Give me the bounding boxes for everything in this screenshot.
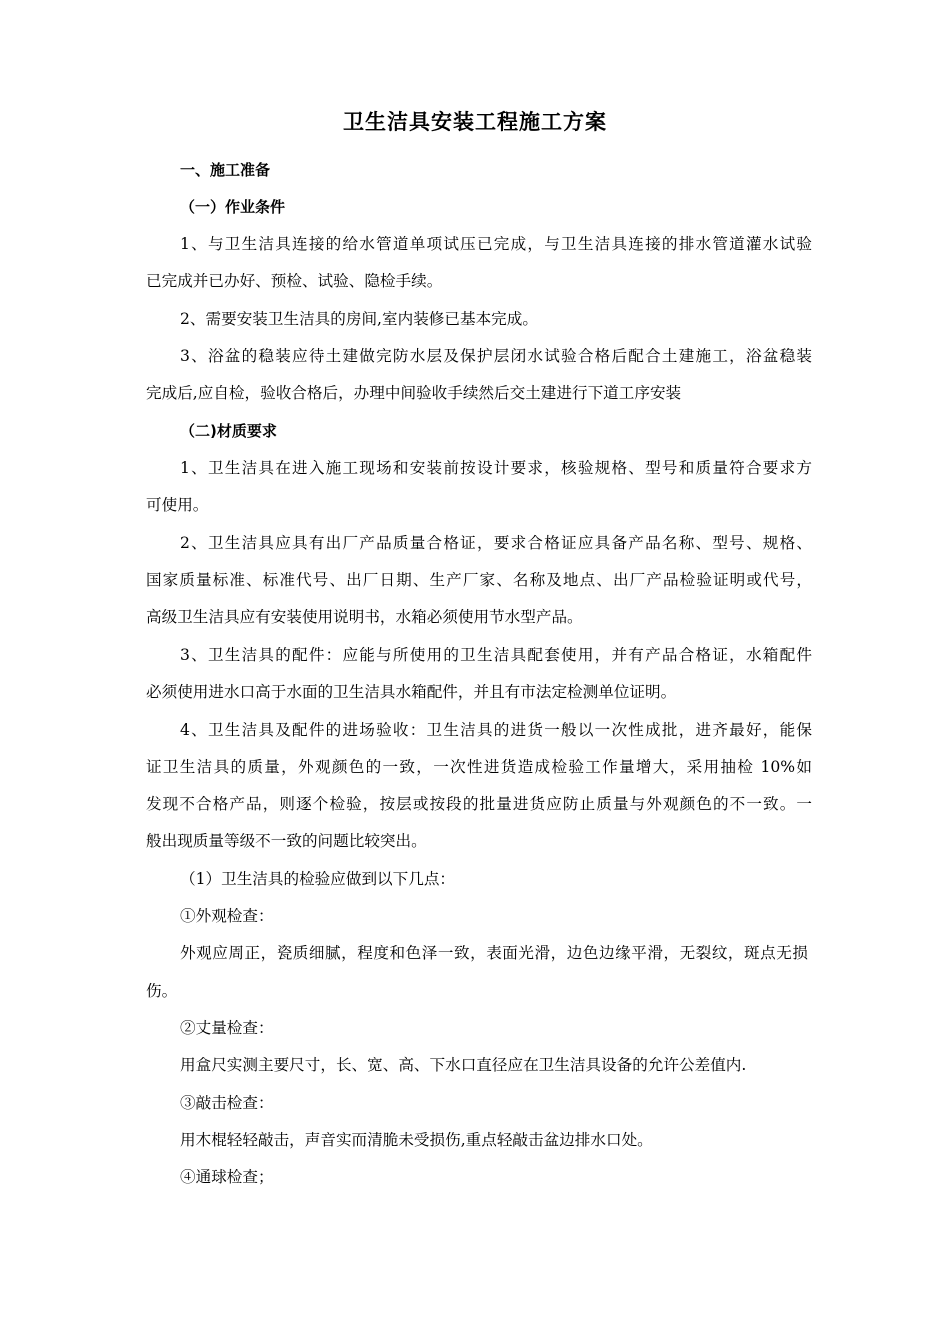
paragraph-line: 2、需要安装卫生洁具的房间,室内装修已基本完成。 xyxy=(180,310,538,328)
paragraph-line: 用木棍轻轻敲击，声音实而清脆未受损伤,重点轻敲击盆边排水口处。 xyxy=(180,1131,653,1149)
check-item-heading: ③敲击检查： xyxy=(180,1094,274,1112)
check-item-heading: ④通球检查； xyxy=(180,1168,274,1186)
paragraph-line: 3、浴盆的稳装应待土建做完防水层及保护层闭水试验合格后配合土建施工，浴盆稳装 xyxy=(180,347,812,365)
paragraph-line: 1、卫生洁具在进入施工现场和安装前按设计要求，核验规格、型号和质量符合要求方 xyxy=(180,459,812,477)
paragraph-line: 高级卫生洁具应有安装使用说明书，水箱必须使用节水型产品。 xyxy=(146,608,583,626)
paragraph-line: 伤。 xyxy=(146,982,178,1000)
paragraph-line: 发现不合格产品，则逐个检验，按层或按段的批量进货应防止质量与外观颜色的不一致。一 xyxy=(146,795,812,813)
paragraph-line: （1）卫生洁具的检验应做到以下几点： xyxy=(180,870,456,888)
paragraph-line: 完成后,应自检，验收合格后，办理中间验收手续然后交土建进行下道工序安装 xyxy=(146,384,682,402)
paragraph-line: 已完成并已办好、预检、试验、隐检手续。 xyxy=(146,272,443,290)
page-title: 卫生洁具安装工程施工方案 xyxy=(343,110,607,134)
paragraph-line: 必须使用进水口高于水面的卫生洁具水箱配件，并且有市法定检测单位证明。 xyxy=(146,683,677,701)
section-heading-preparation: 一、施工准备 xyxy=(180,161,271,179)
paragraph-line: 1、与卫生洁具连接的给水管道单项试压已完成，与卫生洁具连接的排水管道灌水试验 xyxy=(180,235,812,253)
paragraph-line: 3、卫生洁具的配件：应能与所使用的卫生洁具配套使用，并有产品合格证，水箱配件 xyxy=(180,646,812,664)
paragraph-line: 证卫生洁具的质量，外观颜色的一致，一次性进货造成检验工作量增大，采用抽检 10%如 xyxy=(146,758,812,776)
paragraph-line: 般出现质量等级不一致的问题比较突出。 xyxy=(146,832,427,850)
subsection-heading-materials: （二)材质要求 xyxy=(180,422,277,440)
paragraph-line: 可使用。 xyxy=(146,496,209,514)
paragraph-line: 国家质量标准、标准代号、出厂日期、生产厂家、名称及地点、出厂产品检验证明或代号， xyxy=(146,571,812,589)
check-item-heading: ①外观检查： xyxy=(180,907,274,925)
paragraph-line: 2、卫生洁具应具有出厂产品质量合格证，要求合格证应具备产品名称、型号、规格、 xyxy=(180,534,812,552)
check-item-heading: ②丈量检查： xyxy=(180,1019,274,1037)
paragraph-line: 用盒尺实测主要尺寸，长、宽、高、下水口直径应在卫生洁具设备的允许公差值内. xyxy=(180,1056,747,1074)
paragraph-line: 4、卫生洁具及配件的进场验收：卫生洁具的进货一般以一次性成批，进齐最好，能保 xyxy=(180,721,812,739)
subsection-heading-conditions: （一）作业条件 xyxy=(180,198,286,216)
paragraph-line: 外观应周正，瓷质细腻，程度和色泽一致，表面光滑，边色边缘平滑，无裂纹，斑点无损 xyxy=(180,944,808,962)
